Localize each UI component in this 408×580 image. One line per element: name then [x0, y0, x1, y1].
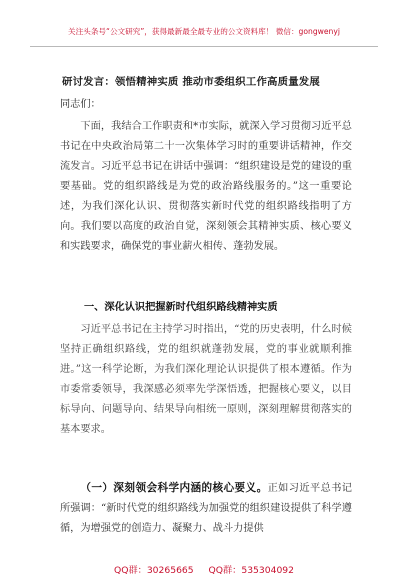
footer-contact — [0, 562, 408, 576]
paragraph-section-1: 习近平总书记在主持学习时指出，“党的历史表明，什么时候坚持正确组织路线，党的组织就蓬勃发展，党的事业就顺利推进。”这一科学论断，为我们深化理论认识提供了根本遵循。作为市委常委领导，我深感必须率先学深悟透，把握核心要义，以目标导向、问题导向、结果导向相统一原则，深刻理解贯彻落实的基本要求。 — [60, 324, 352, 435]
header-banner-text: 关注头条号“公文研究”，获得最新最全最专业的公文资料库！ 微信：gongwenyj — [68, 27, 340, 36]
salutation: 同志们： — [60, 99, 101, 110]
document-title: 研讨发言：领悟精神实质 推动市委组织工作高质量发展 — [62, 76, 320, 88]
qq-group-2: QQ群：535304092 — [208, 565, 294, 576]
header-banner — [30, 20, 378, 47]
paragraph-subsection-1 — [60, 478, 352, 539]
qq-group-1: QQ群：30265665 — [114, 565, 194, 576]
subsection-body-1: 正如习近平总书记所强调：“新时代党的组织路线为加强党的组织建设提供了科学遵循，为增强党的创造力、凝聚力、战斗力提供 — [60, 483, 352, 534]
subsection-heading-1: （一）深刻领会科学内涵的核心要义。 — [80, 482, 268, 494]
section-heading-1: 一、深化认识把握新时代组织路线精神实质 — [84, 301, 278, 313]
paragraph-intro: 下面，我结合工作职责和*市实际，就深入学习贯彻习近平总书记在中央政治局第二十一次集体学习时的重要讲话精神，作交流发言。习近平总书记在讲话中强调：“组织建设是党的建设的重要基础。党的组织路线是为党的政治路线服务的。”这一重要论述，为我们深化认识、贯彻落实新时代党的组织路线指明了方向。我们要以高度的政治自觉，深刻领会其精神实质、核心要义和实践要求，确保党的事业薪火相传、蓬勃发展。 — [60, 121, 352, 252]
